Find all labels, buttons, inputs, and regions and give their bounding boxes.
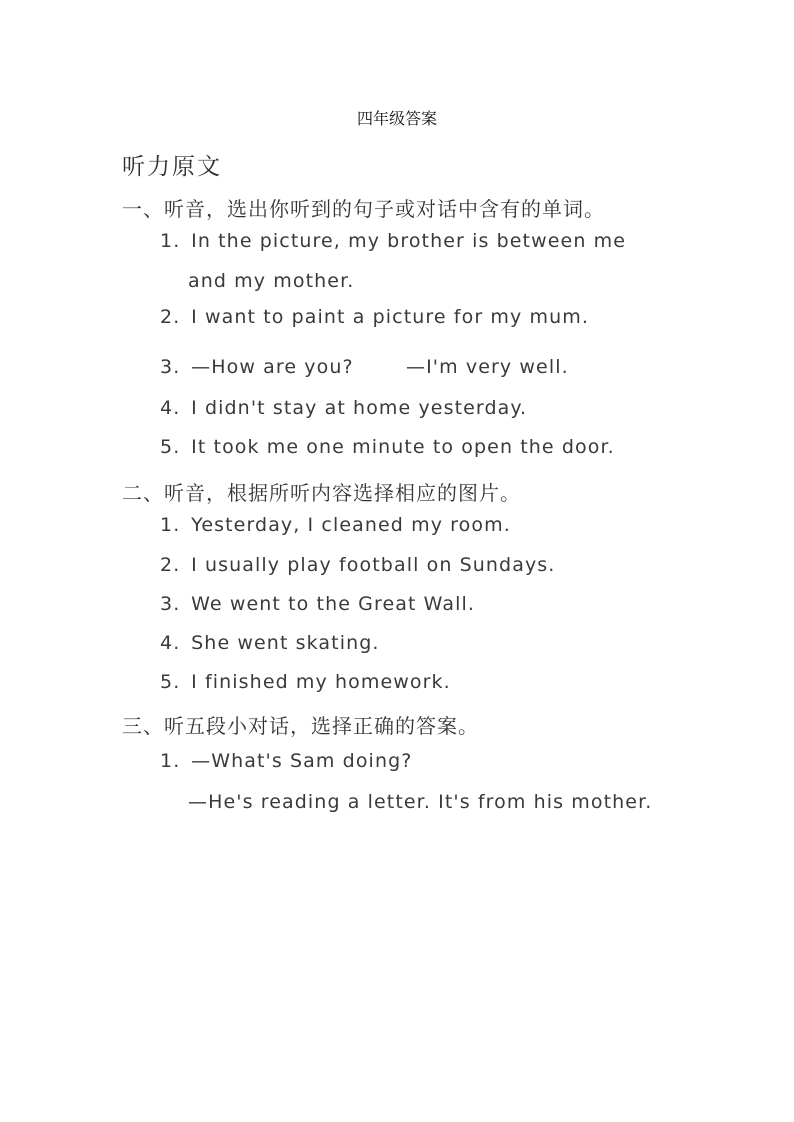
section-1-title: 一、听音，选出你听到的句子或对话中含有的单词。 bbox=[122, 197, 605, 221]
item-number: 4. bbox=[160, 632, 181, 654]
item-text: Yesterday, I cleaned my room. bbox=[191, 514, 511, 536]
section-3-title: 三、听五段小对话，选择正确的答案。 bbox=[122, 714, 479, 738]
section-2-item-5 bbox=[160, 671, 451, 693]
section-1-item-1 bbox=[160, 230, 626, 252]
dialogue-question: —How are you? bbox=[191, 356, 354, 378]
section-2-item-4 bbox=[160, 632, 380, 654]
section-1-item-4 bbox=[160, 397, 527, 419]
section-2-item-1 bbox=[160, 514, 511, 536]
section-1-item-5 bbox=[160, 436, 615, 458]
section-3-item-1-answer bbox=[188, 791, 652, 813]
item-text: In the picture, my brother is between me bbox=[191, 230, 627, 252]
section-1-item-2 bbox=[160, 306, 589, 328]
section-2-item-2 bbox=[160, 554, 555, 576]
item-text: She went skating. bbox=[191, 632, 380, 654]
section-2-title: 二、听音，根据所听内容选择相应的图片。 bbox=[122, 481, 521, 505]
item-number: 1. bbox=[160, 230, 181, 252]
item-number: 2. bbox=[160, 306, 181, 328]
item-number: 4. bbox=[160, 397, 181, 419]
page-title: 四年级答案 bbox=[356, 109, 437, 128]
item-number: 5. bbox=[160, 671, 181, 693]
dialogue-question: —What's Sam doing? bbox=[191, 750, 413, 772]
item-text: I want to paint a picture for my mum. bbox=[191, 306, 589, 328]
item-text: It took me one minute to open the door. bbox=[191, 436, 615, 458]
section-3-item-1 bbox=[160, 750, 412, 772]
section-1-item-3 bbox=[160, 356, 569, 378]
item-number: 1. bbox=[160, 514, 181, 536]
item-text-continued: and my mother. bbox=[188, 270, 355, 292]
dialogue-answer: —He's reading a letter. It's from his mother. bbox=[188, 791, 653, 813]
item-number: 1. bbox=[160, 750, 181, 772]
listening-transcript-heading: 听力原文 bbox=[122, 154, 222, 180]
dialogue-answer: —I'm very well. bbox=[405, 356, 569, 378]
item-text: We went to the Great Wall. bbox=[191, 593, 475, 615]
item-text: I usually play football on Sundays. bbox=[191, 554, 556, 576]
item-text: I finished my homework. bbox=[191, 671, 451, 693]
item-text: I didn't stay at home yesterday. bbox=[191, 397, 528, 419]
item-number: 5. bbox=[160, 436, 181, 458]
item-number: 3. bbox=[160, 356, 181, 378]
section-1-item-1-continued bbox=[188, 270, 354, 292]
section-2-item-3 bbox=[160, 593, 475, 615]
item-number: 2. bbox=[160, 554, 181, 576]
item-number: 3. bbox=[160, 593, 181, 615]
